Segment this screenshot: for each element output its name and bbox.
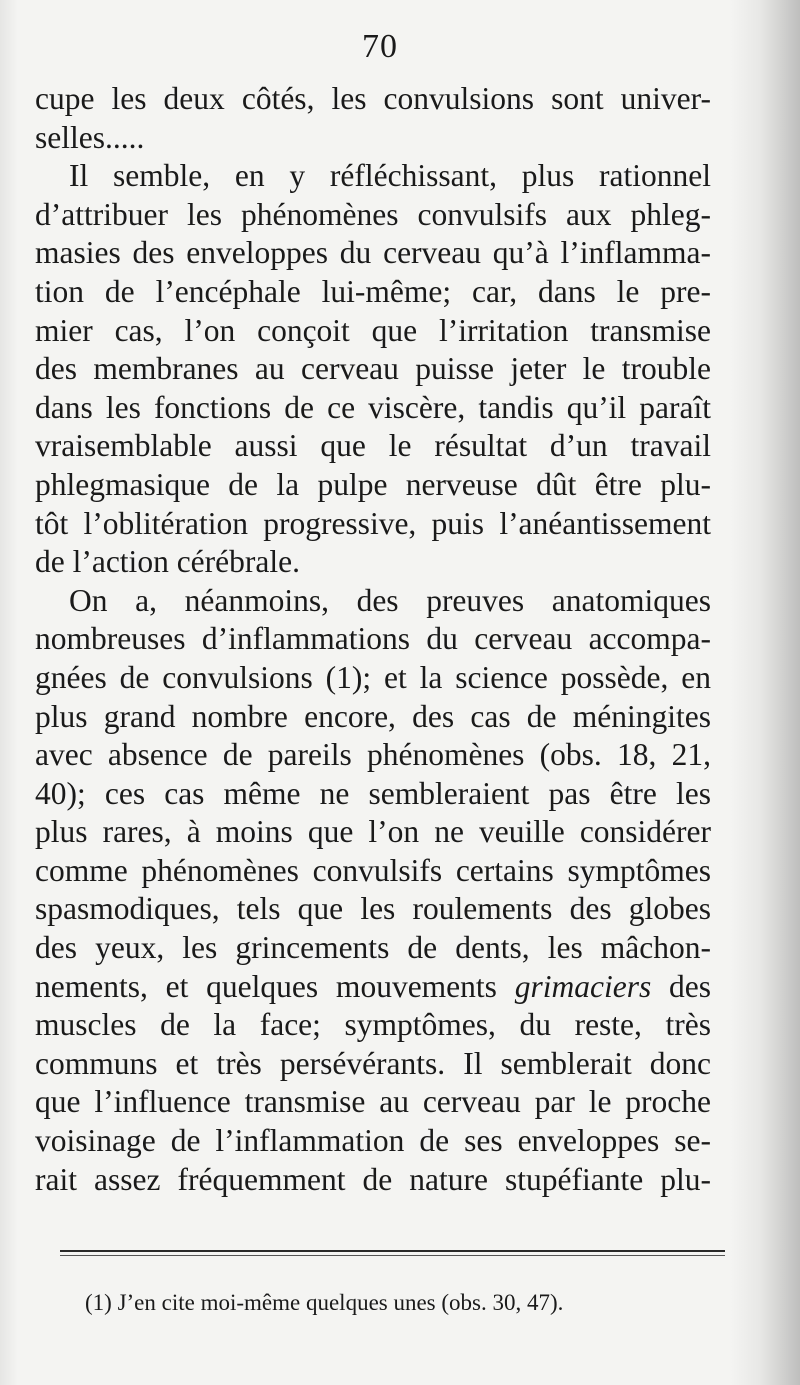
text-line-13: de l’action cérébrale. <box>35 544 300 580</box>
text-line-8: des membranes au cerveau puisse jeter le trouble <box>35 351 711 387</box>
italic-word: grimaciers <box>514 968 652 1004</box>
text-line-27: que l’influence transmise au cerveau par le proche <box>35 1084 711 1120</box>
text-line-26: communs et très persévérants. Il semblerait donc <box>35 1045 711 1081</box>
footnote-divider <box>60 1250 725 1252</box>
text-line-15: nombreuses d’inflammations du cerveau accompa- <box>35 621 711 657</box>
text-line-9: dans les fonctions de ce viscère, tandis qu’il paraît <box>35 389 711 425</box>
text-line-14: On a, néanmoins, des preuves anatomiques <box>69 582 711 618</box>
text-line-24: nements, et quelques mouvements grimaciers des <box>35 968 711 1004</box>
text-line-4: d’attribuer les phénomènes convulsifs aux phleg- <box>35 196 711 232</box>
text-line-11: phlegmasique de la pulpe nerveuse dût être plu- <box>35 466 711 502</box>
text-line-6: tion de l’encéphale lui-même; car, dans le pre- <box>35 273 711 309</box>
text-line-12: tôt l’oblitération progressive, puis l’anéantissement <box>35 505 711 541</box>
text-line-29: rait assez fréquemment de nature stupéfiante plu- <box>35 1161 711 1197</box>
text-line-3: Il semble, en y réfléchissant, plus rationnel <box>69 158 711 194</box>
text-line-16: gnées de convulsions (1); et la science possède, en <box>35 659 711 695</box>
text-line-21: comme phénomènes convulsifs certains symptômes <box>35 852 711 888</box>
text-line-20: plus rares, à moins que l’on ne veuille considérer <box>35 814 711 850</box>
text-line-25: muscles de la face; symptômes, du reste, très <box>35 1007 711 1043</box>
text-line-7: mier cas, l’on conçoit que l’irritation transmise <box>35 312 711 348</box>
body-text <box>35 80 711 1199</box>
text-line-19: 40); ces cas même ne sembleraient pas être les <box>35 775 711 811</box>
text-line-5: masies des enveloppes du cerveau qu’à l’inflamma- <box>35 235 711 271</box>
text-line-18: avec absence de pareils phénomènes (obs. 18, 21, <box>35 737 711 773</box>
page-number: 70 <box>362 28 398 65</box>
text-line-10: vraisemblable aussi que le résultat d’un travail <box>35 428 711 464</box>
text-line-17: plus grand nombre encore, des cas de méningites <box>35 698 711 734</box>
text-line-22: spasmodiques, tels que les roulements des globes <box>35 891 711 927</box>
text-line-23: des yeux, les grincements de dents, les mâchon- <box>35 930 711 966</box>
text-line-1: cupe les deux côtés, les convulsions sont univer- <box>35 81 711 116</box>
text-line-28: voisinage de l’inflammation de ses enveloppes se- <box>35 1123 711 1159</box>
footnote: (1) J’en cite moi-même quelques unes (obs. 30, 47). <box>85 1290 564 1315</box>
text-line-2: selles..... <box>35 119 145 155</box>
